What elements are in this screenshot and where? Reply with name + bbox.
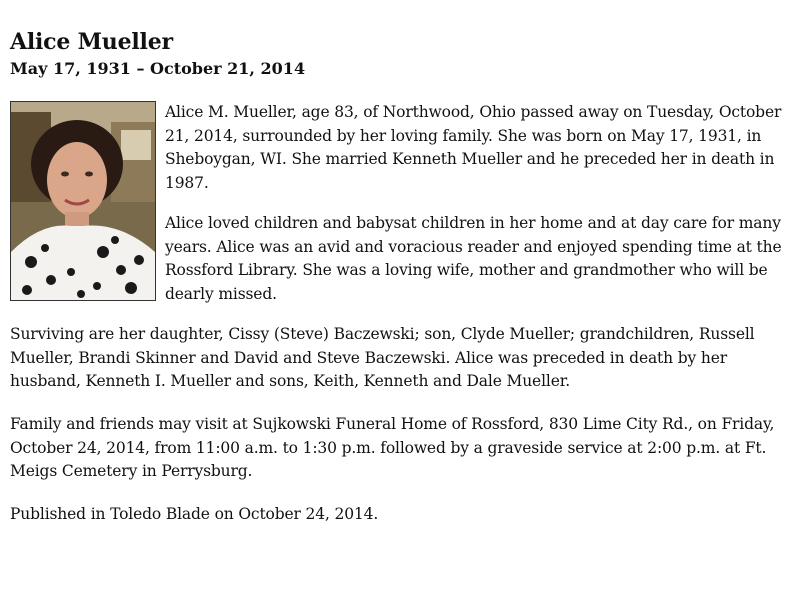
obituary-dates: May 17, 1931 – October 21, 2014: [10, 59, 306, 78]
obituary-paragraph-1: Alice M. Mueller, age 83, of Northwood, Ohio passed away on Tuesday, October 21, 2014, surrounded by her loving family. She was born on May 17, 1931, in Sheboygan, WI. She married Kenneth Mueller and he preceded her in death in 1987.: [165, 103, 782, 192]
obituary-paragraph-survivors: Surviving are her daughter, Cissy (Steve) Baczewski; son, Clyde Mueller; grandchildren, Russell Mueller, Brandi Skinner and David and Steve Baczewski. Alice was preceded in death by her husband, Kenneth I. Mueller and sons, Keith, Kenneth and Dale Mueller.: [10, 325, 755, 390]
portrait-photo: [10, 101, 156, 301]
obituary-name: Alice Mueller: [10, 29, 173, 55]
obituary-paragraph-2: Alice loved children and babysat children in her home and at day care for many years. Alice was an avid and voracious reader and enjoyed spending time at the Rossford Library. She was a loving wife, mother and grandmother who will be dearly missed.: [165, 214, 782, 303]
obituary-paragraph-services: Family and friends may visit at Sujkowski Funeral Home of Rossford, 830 Lime City Rd., on Friday, October 24, 2014, from 11:00 a.m. to 1:30 p.m. followed by a graveside service at 2:00 p.m. at Ft. Meigs Cemetery in Perrysburg.: [10, 415, 775, 480]
portrait-photo-icon: [11, 102, 155, 300]
obituary-publication-note: Published in Toledo Blade on October 24, 2014.: [10, 505, 379, 523]
